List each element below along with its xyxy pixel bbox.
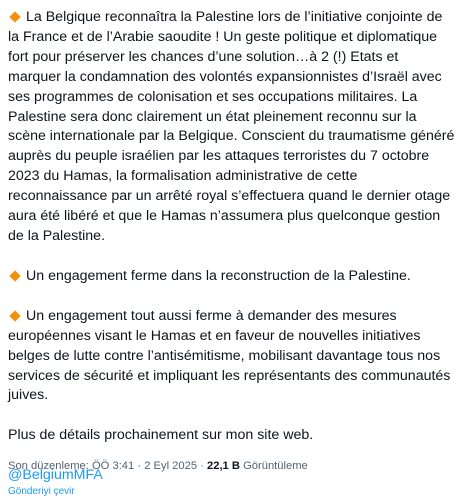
tweet-paragraph-3: [8, 307, 455, 407]
edited-timestamp[interactable]: Son düzenleme: ÖÖ 3:41 · 2 Eyl 2025 ·: [8, 460, 204, 472]
tweet-paragraph-2-text: Un engagement ferme dans la reconstruction de la Palestine.: [26, 267, 411, 284]
tweet-paragraph-2: [8, 267, 455, 287]
tweet-paragraph-4-text: Plus de détails prochainement sur mon site web.: [8, 427, 314, 444]
mention-link[interactable]: @BelgiumMFA: [8, 467, 103, 484]
orange-diamond-icon: [9, 310, 20, 321]
tweet-paragraph-4: [8, 426, 455, 446]
views-label: Görüntüleme: [243, 460, 308, 472]
tweet-paragraph-1: [8, 8, 455, 247]
orange-diamond-icon: [9, 270, 20, 281]
translate-post-link[interactable]: Gönderiyi çevir: [8, 486, 75, 498]
views-count: 22,1 B: [207, 460, 240, 472]
tweet-paragraph-3-text: Un engagement tout aussi ferme à demander des mesures européennes visant le Hamas et en faveur de nouvelles initiatives belges de lutte contre l’antisémitisme, mobilisant davantage tous nos services de sécurité et impliquant les représentants des communautés juives.: [8, 307, 451, 404]
orange-diamond-icon: [9, 11, 20, 22]
tweet-metadata: [8, 458, 308, 474]
tweet-paragraph-1-text: La Belgique reconnaîtra la Palestine lors de l’initiative conjointe de la France et de l’Arabie saoudite ! Un geste politique et diplomatique fort pour préserver les chances d’une solution…à 2 (!) Etats et marquer la condamnation des volontés expansionnistes d’Israël avec ses programmes de colonisation et ses occupations militaires. La Palestine sera donc clairement un état pleinement reconnu sur la scène internationale par la Belgique. Conscient du traumatisme généré auprès du peuple israélien par les attaques terroristes du 7 octobre 2023 du Hamas, la formalisation administrative de cette reconnaissance par un arrêté royal s’effectuera quand le dernier otage aura été libéré et que le Hamas n’assumera plus quelconque gestion de la Palestine.: [8, 9, 455, 244]
